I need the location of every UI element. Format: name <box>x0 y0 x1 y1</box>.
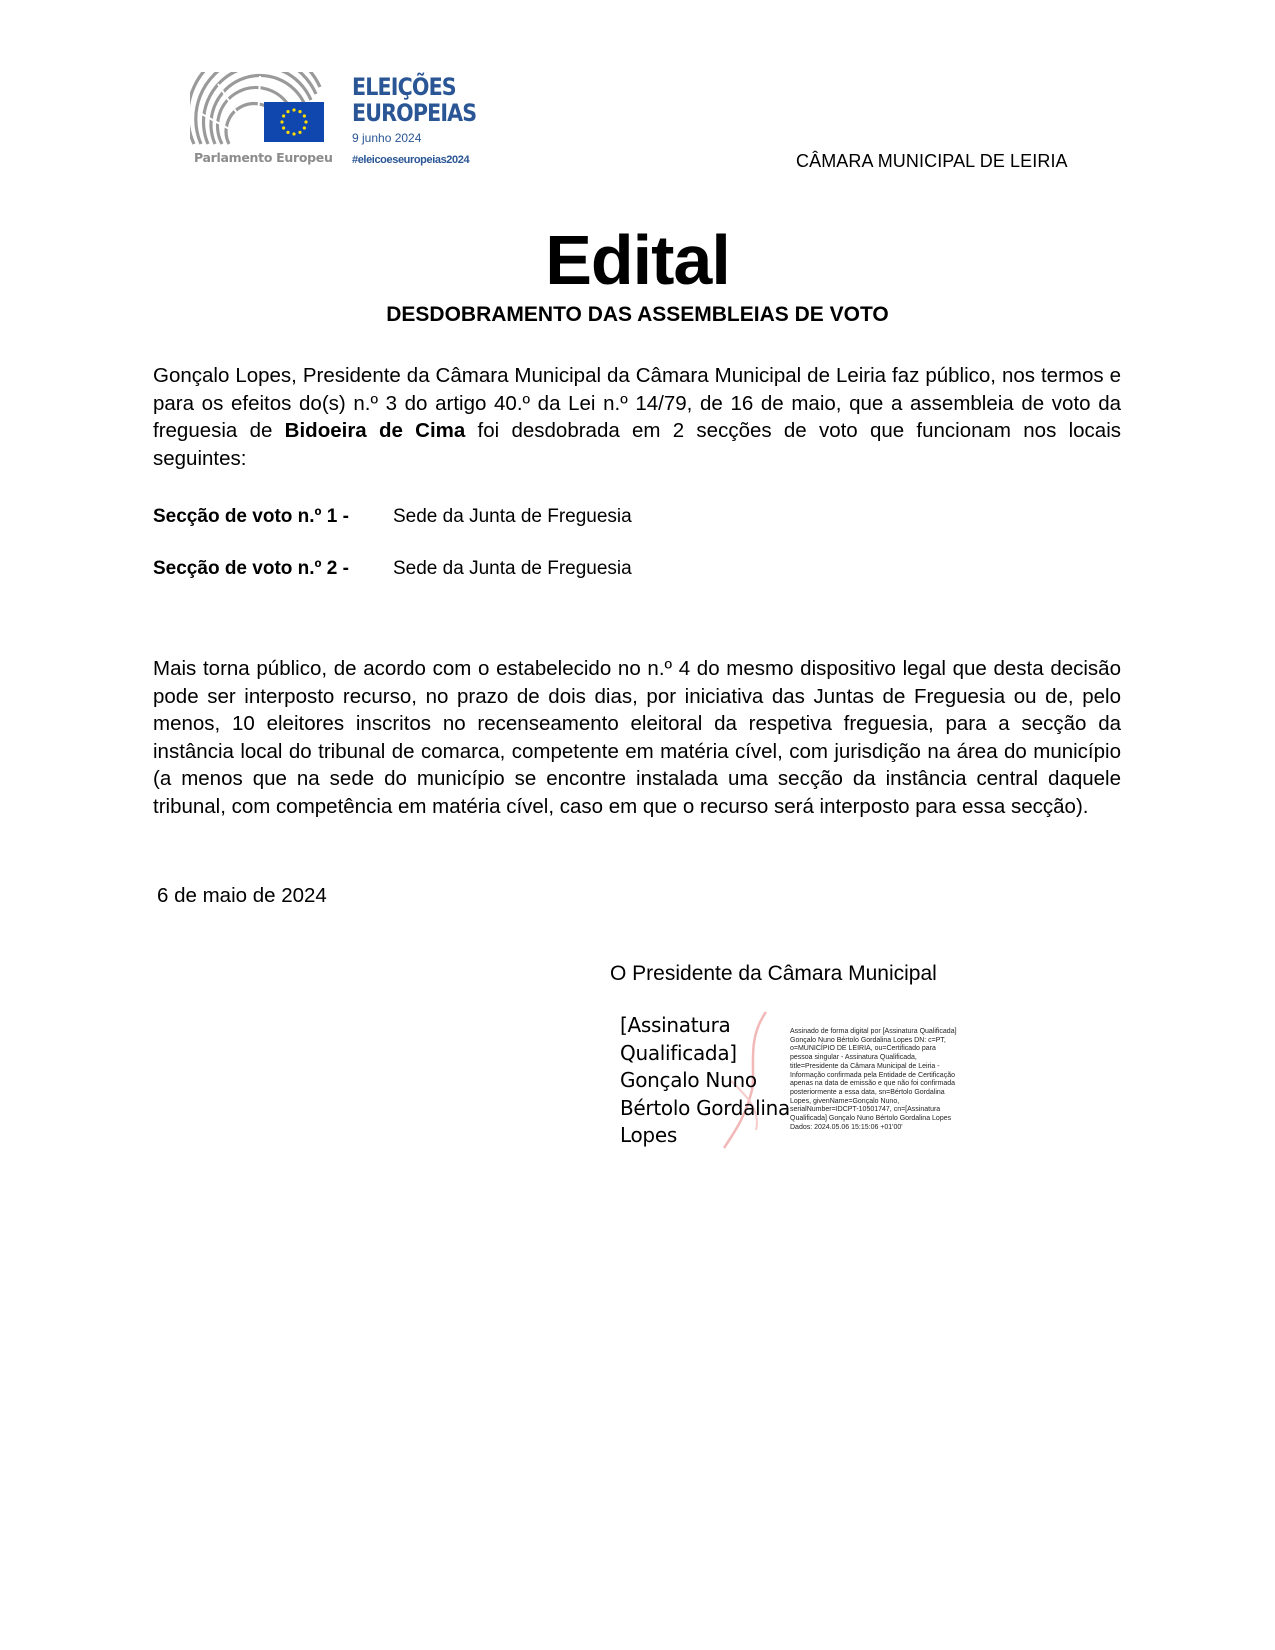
elections-hashtag: #eleicoeseuropeias2024 <box>352 154 470 166</box>
signer-name-line: Qualificada] <box>620 1040 737 1065</box>
elections-title-line1: ELEIÇÕES <box>352 73 456 101</box>
parish-name: Bidoeira de Cima <box>284 419 466 443</box>
voting-section-label: Secção de voto n.º 1 - <box>153 506 349 527</box>
signatory-title: O Presidente da Câmara Municipal <box>610 962 937 985</box>
signer-name-line: Gonçalo Nuno <box>620 1068 757 1092</box>
parliament-name: Parlamento Europeu <box>194 150 333 165</box>
page-subtitle: DESDOBRAMENTO DAS ASSEMBLEIAS DE VOTO <box>386 303 889 326</box>
voting-section-location: Sede da Junta de Freguesia <box>393 558 632 579</box>
elections-title <box>352 74 476 126</box>
page-title: Edital <box>545 221 730 299</box>
voting-section-row <box>153 506 632 528</box>
intro-text-end: foi desdobrada em 2 secções de voto que funcionam nos locais seguintes: <box>153 419 1121 470</box>
signer-name-line: [Assinatura <box>620 1013 731 1037</box>
intro-paragraph <box>153 362 1121 472</box>
european-elections-logo <box>190 72 480 172</box>
eu-flag-icon <box>264 102 324 142</box>
signer-name <box>620 1012 795 1150</box>
voting-section-location: Sede da Junta de Freguesia <box>393 506 632 527</box>
signer-name-line: Lopes <box>620 1123 677 1147</box>
signer-name-line: Bértolo Gordalina <box>620 1095 790 1120</box>
appeal-paragraph: Mais torna público, de acordo com o estabelecido no n.º 4 do mesmo dispositivo legal que desta decisão pode ser interposto recurso, no prazo de dois dias, por iniciativa das Juntas de Freguesia ou de, pelo menos, 10 eleitores inscritos no recenseamento eleitoral da respetiva freguesia, para a secção da instância local do tribunal de comarca, competente em matéria cível, com jurisdição na área do município (a menos que na sede do município se encontre instalada uma secção da instância central daquele tribunal, com competência em matéria cível, caso em que o recurso será interposto para essa secção). <box>153 657 1121 818</box>
elections-title-line2: EUROPEIAS <box>352 99 477 127</box>
intro-text-start: Gonçalo Lopes, Presidente da Câmara Municipal da Câmara Municipal de Leiria faz público, nos termos e para os efeitos do(s) n.º 3 do artigo 40.º da Lei n.º 14/79, de 16 de maio, que a assembleia de voto da freguesia de <box>153 364 1121 443</box>
voting-section-label: Secção de voto n.º 2 - <box>153 558 349 579</box>
voting-section-row <box>153 558 632 580</box>
digital-signature <box>620 1012 960 1152</box>
document-date: 6 de maio de 2024 <box>157 884 327 907</box>
election-date: 9 junho 2024 <box>352 131 422 145</box>
signature-details: Assinado de forma digital por [Assinatura Qualificada] Gonçalo Nuno Bértolo Gordalina Lopes DN: c=PT, o=MUNICÍPIO DE LEIRIA, ou=Certificado para pessoa singular - Assinatura Qualificada, title=Presidente da Câmara Municipal de Leiria - Informação confirmada pela Entidade de Certificação apenas na data de emissão e que não foi confirmada posteriormente a essa data, sn=Bértolo Gordalina Lopes, givenName=Gonçalo Nuno, serialNumber=IDCPT-10501747, cn=[Assinatura Qualificada] Gonçalo Nuno Bértolo Gordalina Lopes Dados: 2024.05.06 15:15:06 +01'00' <box>790 1028 957 1131</box>
municipality-name: CÂMARA MUNICIPAL DE LEIRIA <box>796 151 1068 171</box>
